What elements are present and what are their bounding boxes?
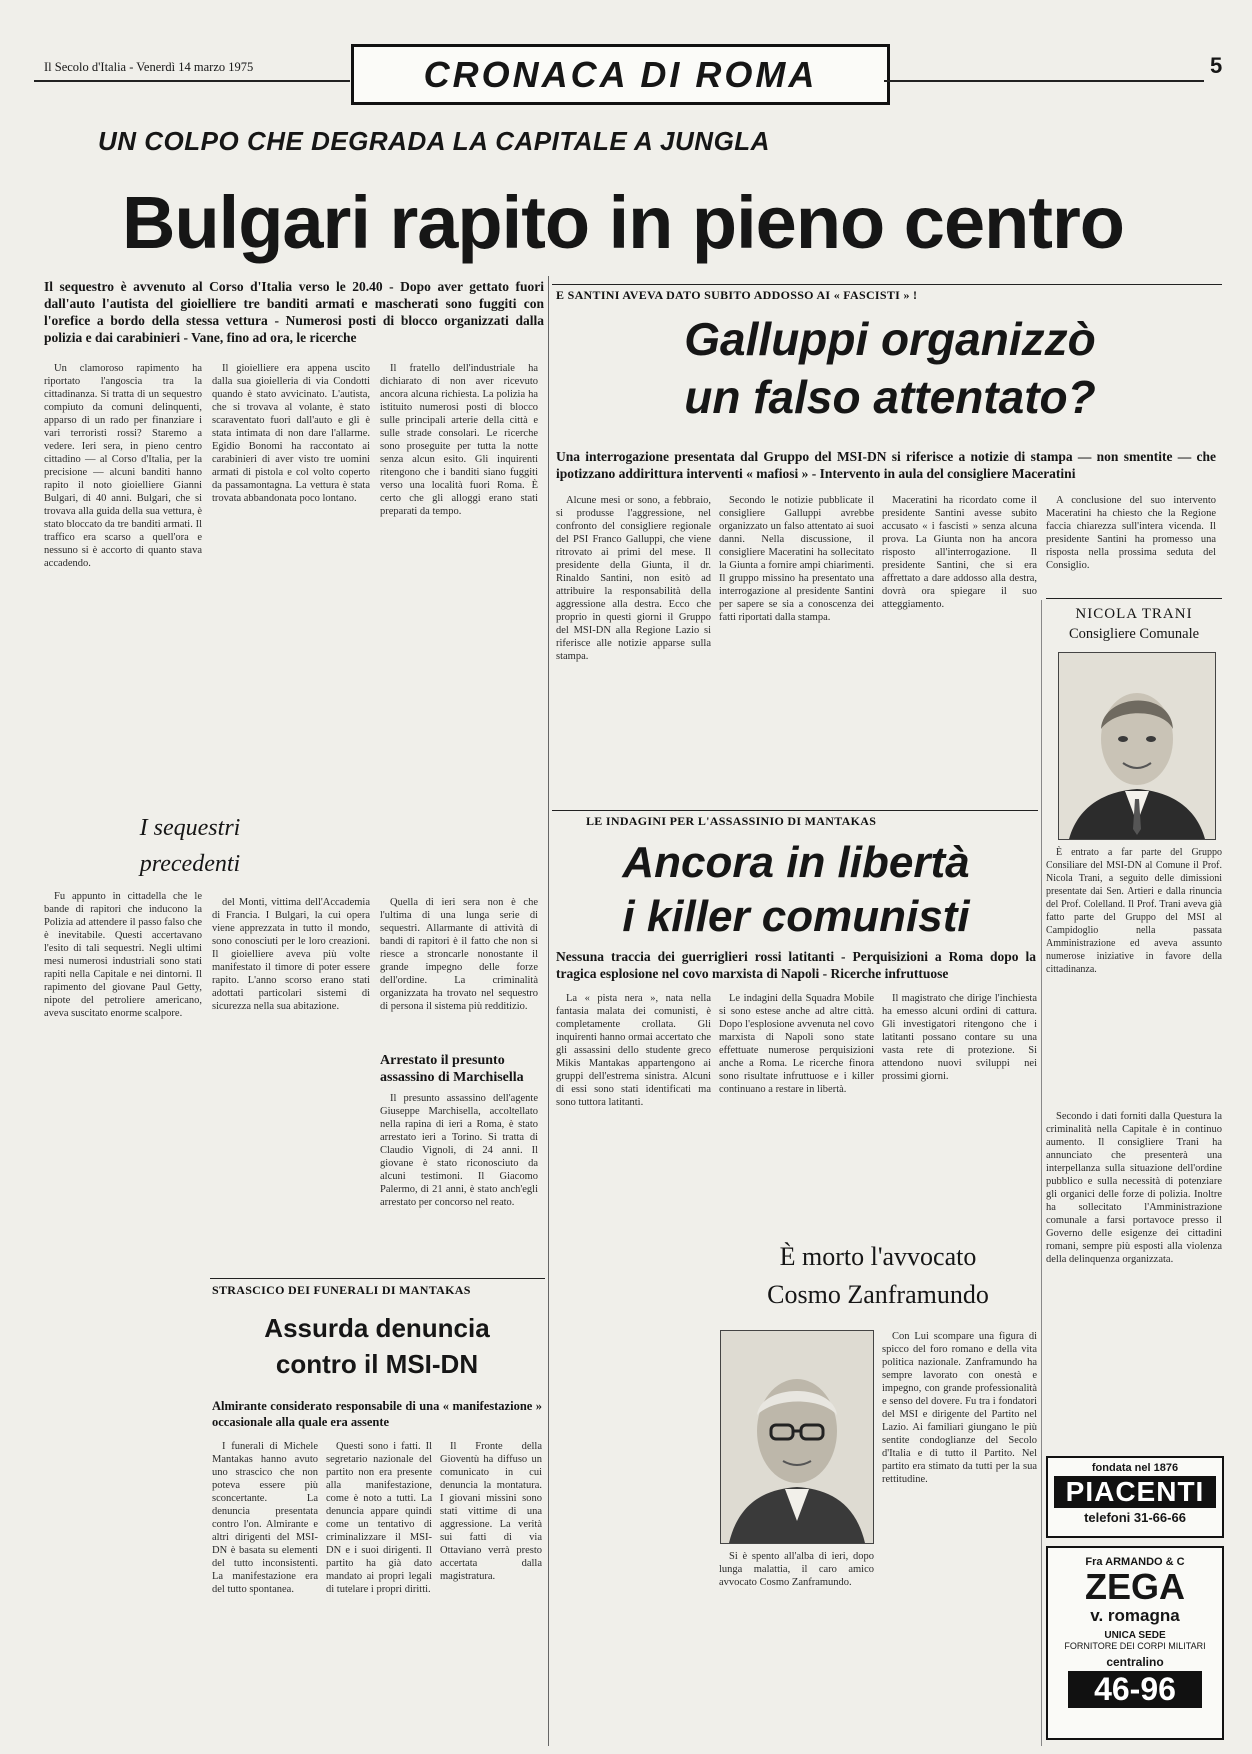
precedenti-col1 [44, 890, 202, 1710]
mantakas-title [556, 836, 1036, 944]
funerali-text: Il Fronte della Gioventù ha diffuso un comunicato in cui denuncia la montatura. I giovani missini sono stati vittime di una aggressione. La verità sui fatti di via Ottaviano verrà presto accertata dalla magistratura. [440, 1441, 542, 1582]
galluppi-deck: Una interrogazione presentata dal Gruppo del MSI-DN si riferisce a notizie di stampa — non smentite — che ipotizzano addirittura interventi « mafiosi » - Intervento in aula del consigliere Maceratini [556, 449, 1216, 481]
zega-label: centralino [1106, 1655, 1164, 1669]
funerali-title-line2: contro il MSI-DN [275, 1349, 479, 1379]
trani-bottom-col [1046, 1110, 1222, 1440]
mantakas-text: La « pista nera », nata nella fantasia malata dei comunisti, è completamente crollata. Gli inquirenti hanno ormai accertato che gli assassini dello studente greco Mikis Mantakas appartengono ai gruppi dell'estrema sinistra. Alcuni di essi sono stati identificati ma sono tuttora latitanti. [556, 993, 711, 1108]
trani-role: Consigliere Comunale [1068, 626, 1200, 642]
column-rule [548, 276, 549, 1746]
precedenti-text: Fu appunto in cittadella che le bande di rapitori che inducono la Polizia ad attendere il passo falso che è inevitabile. Questi accertavano l'esito di tali sequestri. Negli ultimi mesi numerosi industriali sono stati rapiti nella Capitale e nei dintorni. Il rapimento del giovane Paul Getty, nipote del petroliere americano, aveva suscitato enorme scalpore. [44, 891, 202, 1019]
zega-note2: FORNITORE DEI CORPI MILITARI [1064, 1641, 1206, 1651]
main-story-text: Un clamoroso rapimento ha riportato l'angoscia tra la cittadinanza. Si tratta di un sequestro compiuto da comuni delinquenti, apparso di un rado per finanziare i vari terroristi rossi? Staremo a vedere. Ieri sera, in pieno centro cittadino — al Corso d'Italia, per la precisione — alcuni banditi hanno rapito il noto gioielliere Gianni Bulgari, di 40 anni. Bulgari, che si trovava alla guida della sua vettura, è stato bloccato da tre banditi armati. Il traffico era scarso a quell'ora e nessuno si è accorto di quanto stava accadendo. [44, 363, 202, 569]
mantakas-title-line2: i killer comunisti [622, 892, 970, 941]
precedenti-col2 [212, 896, 370, 1250]
zanframundo-caption-col [719, 1550, 874, 1740]
zega-note1: UNICA SEDE [1104, 1630, 1166, 1641]
mantakas-text: Le indagini della Squadra Mobile si sono estese anche ad altre città. Dopo l'esplosione avvenuta nel covo marxista di Napoli sono state effettuate numerose perquisizioni anche a Roma. Le ricerche finora sono risultate infruttuose e i killer continuano a restare in libertà. [719, 993, 874, 1095]
funerali-col2 [326, 1440, 432, 1740]
zega-ad [1046, 1546, 1224, 1740]
portrait-icon [1059, 653, 1215, 839]
galluppi-col3 [882, 494, 1037, 804]
main-story-text: Il fratello dell'industriale ha dichiarato di non aver ricevuto ancora alcuna richiesta. La polizia ha istituito numerosi posti di blocco sulle principali arterie della città e sulle strade consolari. Le ricerche sono proseguite per tutta la notte senza alcun esito. Gli inquirenti ritengono che i banditi siano fuggiti verso una località fuori Roma. È certo che gli alloggi erano stati preparati da tempo. [380, 363, 538, 517]
zanframundo-photo [720, 1330, 874, 1544]
trani-photo [1058, 652, 1216, 840]
zanframundo-title-line1: È morto l'avvocato [779, 1242, 977, 1271]
galluppi-text: A conclusione del suo intervento Maceratini ha chiesto che la Regione faccia chiarezza sull'intera vicenda. Il presidente Santini ha promesso una risposta nella prossima seduta del Consiglio. [1046, 495, 1216, 571]
paper-date: Il Secolo d'Italia - Venerdì 14 marzo 1975 [44, 60, 254, 74]
mantakas-title-line1: Ancora in libertà [622, 838, 970, 887]
galluppi-title [580, 310, 1200, 426]
zega-owner: Fra ARMANDO & C [1085, 1556, 1185, 1568]
galluppi-text: Secondo le notizie pubblicate il consigliere Galluppi avrebbe organizzato un falso attentato ai suoi danni. Nella discussione, il consigliere Maceratini ha sollecitato la Giunta a fornire ampi chiarimenti. Il gruppo missino ha presentato una interrogazione al presidente Santini per sapere se sia a conoscenza dei fatti riportati dalla stampa. [719, 495, 874, 623]
funerali-kicker: STRASCICO DEI FUNERALI DI MANTAKAS [212, 1283, 471, 1297]
precedenti-text: Quella di ieri sera non è che l'ultima di una lunga serie di sequestri. Allarmante di attività di bandi di rapitori è il fatto che non si riesce a stroncarle nonostante il grande impegno delle forze dell'ordine. La criminalità organizzata ha trovato nel sequestro di persona il sistema più redditizio. [380, 897, 538, 1012]
funerali-deck: Almirante considerato responsabile di una « manifestazione » occasionale alla quale era assente [212, 1399, 542, 1429]
galluppi-text: Maceratini ha ricordato come il presidente Santini avesse subito accusato « i fascisti » senza alcuna prova. La Giunta non ha ancora risposto all'interrogazione. Il presidente Santini, che si era affrettato a dare addosso alla destra, dovrà ora spiegare il suo atteggiamento. [882, 495, 1037, 610]
funerali-text: Questi sono i fatti. Il segretario nazionale del partito non era presente alla manifestazione, come è noto a tutti. La denuncia appare quindi come un tentativo di criminalizzare il MSI-DN e i suoi dirigenti. Il partito ha già dato mandato ai propri legali di tutelare i propri diritti. [326, 1441, 432, 1595]
mantakas-rule [552, 810, 1038, 811]
portrait-icon [721, 1331, 873, 1543]
funerali-text: I funerali di Michele Mantakas hanno avuto uno strascico che non poteva essere più sconcertante. La denuncia presentata contro l'on. Almirante e altri dirigenti del MSI-DN è basata su elementi del tutto inconsistenti. La manifestazione era del tutto spontanea. [212, 1441, 318, 1595]
zanframundo-text-col [882, 1330, 1037, 1740]
mantakas-kicker: LE INDAGINI PER L'ASSASSINIO DI MANTAKAS [586, 814, 877, 828]
main-story-text: Il gioielliere era appena uscito dalla sua gioielleria di via Condotti quando è stato avvicinato. L'autista, che si trovava al volante, è stato scaraventato fuori dall'auto e gli è stata intimata di non dare l'allarme. Egidio Bonomi ha raccontato ai carabinieri di aver visto tre uomini armati di pistola e col volto coperto da passamontagna. La vettura è stata trovata abbandonata poco lontano. [212, 363, 370, 504]
main-story-col3 [380, 362, 538, 892]
precedenti-col3 [380, 896, 538, 1046]
piacenti-top: fondata nel 1876 [1091, 1462, 1179, 1474]
column-rule [1041, 600, 1042, 1746]
zanframundo-title [719, 1238, 1037, 1314]
overline: UN COLPO CHE DEGRADA LA CAPITALE A JUNGLA [98, 126, 770, 156]
piacenti-name: PIACENTI [1054, 1476, 1216, 1508]
marchisella-title-line1: Arrestato il presunto [380, 1053, 505, 1068]
galluppi-kicker: E SANTINI AVEVA DATO SUBITO ADDOSSO AI « FASCISTI » ! [556, 288, 918, 302]
lead-deck: Il sequestro è avvenuto al Corso d'Italia verso le 20.40 - Dopo aver gettato fuori dall'auto l'autista del gioielliere tre banditi armati e mascherati sono fuggiti con l'orefice a bordo della stessa vettura - Numerosi posti di blocco organizzati dalla polizia e dai carabinieri - Vane, fino ad ora, le ricerche [44, 279, 544, 345]
zanframundo-title-line2: Cosmo Zanframundo [767, 1280, 989, 1309]
mantakas-col3 [882, 992, 1037, 1228]
masthead-rule-right [884, 80, 1204, 82]
galluppi-title-line2: un falso attentato? [684, 371, 1096, 423]
galluppi-title-line1: Galluppi organizzò [684, 313, 1096, 365]
trani-caption: È entrato a far parte del Gruppo Consiliare del MSI-DN al Comune il Prof. Nicola Trani, a seguito delle dimissioni presentate dai Sen. Artieri e dalla rinuncia del Prof. Colelland. Il Prof. Trani aveva già fatto parte del Gruppo del MSI al Campidoglio nella passata Amministrazione ed aveva assunto numerose iniziative in favore della cittadinanza. [1046, 847, 1222, 975]
section-title: CRONACA DI ROMA [423, 53, 818, 95]
zega-name: ZEGA [1084, 1566, 1185, 1607]
masthead-rule [34, 80, 350, 82]
mantakas-col2 [719, 992, 874, 1232]
marchisella-text: Il presunto assassino dell'agente Giuseppe Marchisella, accoltellato nella rapina di ieri a Roma, è stato arrestato ieri a Torino. Si tratta di Claudio Vignoli, di 24 anni. Il giovane è stato riconosciuto da alcuni testimoni. Il Giacomo Palermo, di 21 anni, è stato anch'egli arrestato per concorso nel reato. [380, 1093, 538, 1208]
funerali-title-line1: Assurda denuncia [264, 1313, 490, 1343]
section-banner [351, 44, 890, 105]
trani-caption-col [1046, 846, 1222, 1082]
trani-name: NICOLA TRANI [1075, 606, 1193, 622]
zanframundo-caption: Si è spento all'alba di ieri, dopo lunga malattia, il caro amico avvocato Cosmo Zanframundo. [719, 1551, 874, 1588]
funerali-rule [210, 1278, 545, 1279]
piacenti-phone: telefoni 31-66-66 [1084, 1510, 1186, 1525]
piacenti-ad [1046, 1456, 1224, 1538]
mantakas-col1 [556, 992, 711, 1742]
mantakas-deck: Nessuna traccia dei guerriglieri rossi latitanti - Perquisizioni a Roma dopo la tragica esplosione nel covo marxista di Napoli - Ricerche infruttuose [556, 949, 1036, 981]
zega-street: v. romagna [1090, 1606, 1180, 1625]
galluppi-text: Alcune mesi or sono, a febbraio, si produsse l'aggressione, nel confronto del consigliere regionale del PSI Franco Galluppi, che viene ritrovato ai primi del mese. Il presidente della Giunta, il dr. Rinaldo Santini, non esitò ad attribuire la responsabilità della aggressione alla destra. Ecco che proprio in questi giorni il Gruppo del MSI-DN alla Regione Lazio si riferisce alle notizie apparse sulla stampa. [556, 495, 711, 662]
zega-phone: 46-96 [1068, 1671, 1202, 1708]
galluppi-col2 [719, 494, 874, 804]
funerali-col1 [212, 1440, 318, 1740]
trani-bottom-text: Secondo i dati forniti dalla Questura la criminalità nella Capitale è in continuo aumento. Il consigliere Trani ha annunciato che presenterà una interpellanza sulla situazione dell'ordine pubblico e sulla necessità di potenziare gli organici delle forze di polizia. Inoltre ha sollecitato l'Amministrazione comunale a farsi portavoce presso il Governo delle esigenze dei cittadini romani, sempre più esposti alla violenza della delinquenza organizzata. [1046, 1111, 1222, 1265]
headline: Bulgari rapito in pieno centro [122, 181, 1124, 264]
marchisella-text-col [380, 1092, 538, 1262]
marchisella-title-line2: assassino di Marchisella [380, 1070, 524, 1085]
mantakas-text: Il magistrato che dirige l'inchiesta ha emesso alcuni ordini di cattura. Gli investigatori ritengono che i latitanti possano contare su una vasta rete di protezione. Si attendono nuovi sviluppi nei prossimi giorni. [882, 993, 1037, 1082]
main-story-col1 [44, 362, 202, 852]
galluppi-col1 [556, 494, 711, 804]
page-number: 5 [1210, 53, 1223, 78]
galluppi-rule [552, 284, 1222, 285]
marchisella-title [380, 1052, 540, 1086]
funerali-title [212, 1310, 542, 1382]
galluppi-col4 [1046, 494, 1216, 594]
zanframundo-text: Con Lui scompare una figura di spicco del foro romano e della vita politica nazionale. Zanframundo ha sempre lavorato con onestà e impegno, con grande professionalità e senso del dovere. Fu tra i fondatori del MSI e dirigente del Partito nel Lazio. Ai familiari giungano le più sentite condoglianze del Secolo d'Italia e di tutto il Partito. Nel partito era stimato da tutti per la sua rettitudine. [882, 1331, 1037, 1485]
trani-rule [1046, 598, 1222, 599]
precedenti-text: del Monti, vittima dell'Accademia di Francia. I Bulgari, la cui opera viene apprezzata in tutto il mondo, sono conosciuti per le loro creazioni. Il gioielliere aveva più volte manifestato il timore di poter essere rapito. L'anno scorso erano stati adottati particolari sistemi di sicurezza nella sua abitazione. [212, 897, 370, 1012]
precedenti-title: I sequestri precedenti [139, 815, 241, 877]
main-story-col2 [212, 362, 370, 852]
funerali-col3 [440, 1440, 542, 1740]
